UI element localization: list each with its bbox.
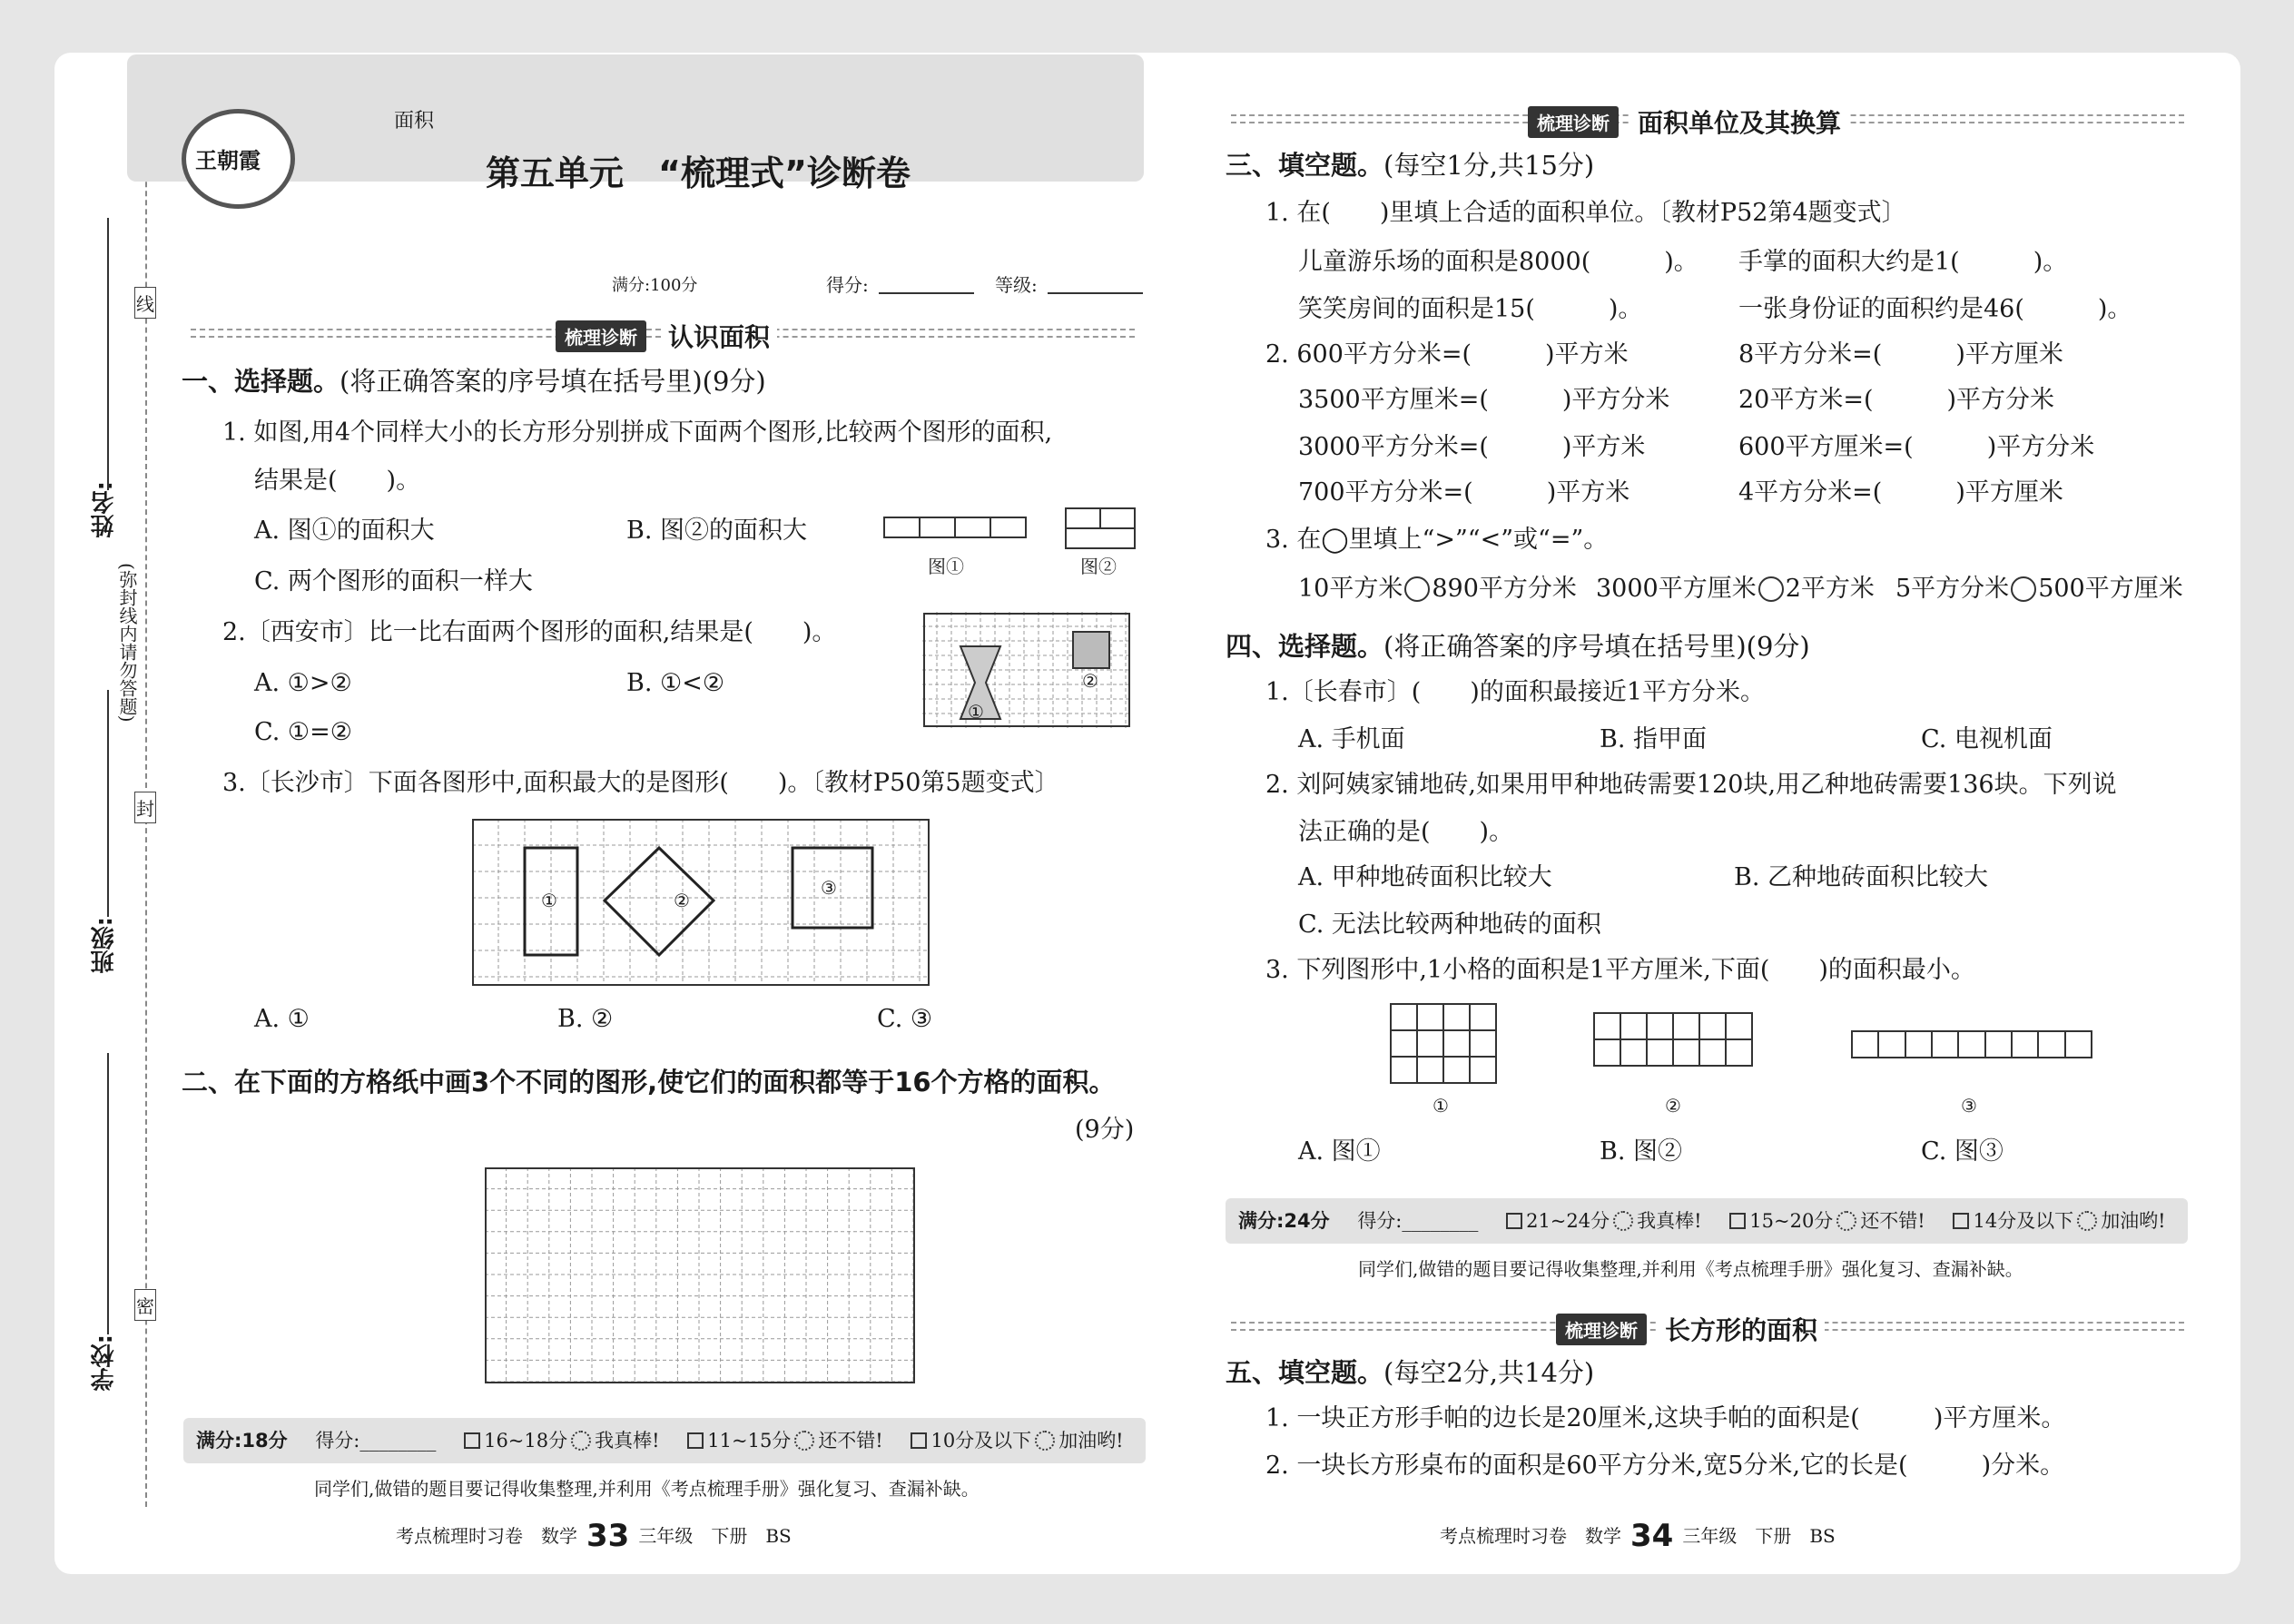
section-title: 面积单位及其换算	[1630, 103, 1848, 140]
checkbox-icon	[1506, 1213, 1522, 1229]
option-b[interactable]: B. 图②的面积大	[626, 517, 808, 545]
seal-mark-xian: 线	[134, 287, 156, 319]
option-c[interactable]: C. ①=②	[254, 718, 352, 746]
question-1-cont: 结果是( )。	[254, 467, 421, 495]
logo-seal	[182, 109, 295, 209]
option-a[interactable]: A. 图①	[1298, 1137, 1381, 1166]
fill-item[interactable]: 700平方分米=( )平方米	[1298, 478, 1630, 507]
q3-label-3: ③	[821, 877, 837, 899]
school-label: 学校:	[91, 1334, 118, 1392]
option-a[interactable]: A. ①>②	[254, 669, 352, 697]
page-number: 33	[586, 1518, 630, 1554]
fig2-label: 图②	[1080, 556, 1117, 577]
section-heading: 一、选择题。(将正确答案的序号填在括号里)(9分)	[182, 366, 766, 397]
rating-option[interactable]: 15~20分 还不错!	[1729, 1210, 1925, 1232]
q3-label-2: ②	[674, 890, 690, 911]
compare-circle[interactable]	[1404, 576, 1430, 602]
section-tag: 梳理诊断	[1556, 1314, 1647, 1345]
option-c[interactable]: C. 电视机面	[1921, 725, 2053, 753]
checkbox-icon	[687, 1432, 704, 1449]
score-label: 得分:	[826, 274, 869, 296]
s3-label-1: ①	[1433, 1095, 1449, 1117]
seal-mark-feng: 封	[134, 792, 156, 823]
section-heading: 五、填空题。(每空2分,共14分)	[1226, 1357, 1595, 1388]
checkbox-icon	[1953, 1213, 1969, 1229]
rating-option[interactable]: 11~15分 还不错!	[687, 1430, 883, 1452]
score-bar	[1226, 1198, 2188, 1244]
school-field[interactable]	[107, 1053, 109, 1334]
seal-note: (弥封线内请勿答题)	[116, 563, 138, 723]
rating-option[interactable]: 14分及以下 加油哟!	[1953, 1210, 2165, 1232]
fill-item[interactable]: 3500平方厘米=( )平方分米	[1298, 386, 1670, 414]
fill-item[interactable]: 2. 600平方分米=( )平方米	[1265, 340, 1629, 369]
fill-item[interactable]: 儿童游乐场的面积是8000( )。	[1298, 248, 1698, 276]
question-1: 1. 在( )里填上合适的面积单位。〔教材P52第4题变式〕	[1265, 199, 1906, 227]
option-c[interactable]: C. ③	[877, 1005, 933, 1033]
reminder-text: 同学们,做错的题目要记得收集整理,并利用《考点梳理手册》强化复习、查漏补缺。	[314, 1478, 980, 1500]
score-bar	[183, 1418, 1146, 1463]
checkbox-icon	[464, 1432, 480, 1449]
fill-item[interactable]: 8平方分米=( )平方厘米	[1738, 340, 2063, 369]
fill-item[interactable]: 手掌的面积大约是1( )。	[1738, 248, 2068, 276]
s3-figures	[1389, 1002, 2097, 1086]
bar-score-field[interactable]: 得分:________	[1357, 1210, 1479, 1232]
fill-item[interactable]: 2. 一块长方形桌布的面积是60平方分米,宽5分米,它的长是( )分米。	[1265, 1452, 2065, 1480]
section-heading: 二、在下面的方格纸中画3个不同的图形,使它们的面积都等于16个方格的面积。	[182, 1067, 1116, 1097]
option-b[interactable]: B. ②	[557, 1005, 614, 1033]
page-title: 第五单元 “梳理式”诊断卷	[486, 153, 911, 193]
compare-circle[interactable]	[2011, 576, 2036, 602]
bar-full-score: 满分:24分	[1238, 1210, 1330, 1232]
logo-text: 王朝霞	[195, 147, 261, 173]
compare-item[interactable]: 3000平方厘米 2平方米	[1596, 575, 1875, 603]
section-points: (9分)	[1075, 1116, 1135, 1144]
section-title: 长方形的面积	[1658, 1311, 1825, 1347]
option-b[interactable]: B. 指甲面	[1600, 725, 1708, 753]
smile-face-icon	[794, 1431, 814, 1451]
fill-item[interactable]: 笑笑房间的面积是15( )。	[1298, 295, 1643, 323]
checkbox-icon	[1729, 1213, 1746, 1229]
seal-mark-mi: 密	[134, 1289, 156, 1321]
reminder-text: 同学们,做错的题目要记得收集整理,并利用《考点梳理手册》强化复习、查漏补缺。	[1358, 1258, 2023, 1280]
smile-face-icon	[1613, 1211, 1633, 1231]
option-b[interactable]: B. 图②	[1600, 1137, 1683, 1166]
option-b[interactable]: B. 乙种地砖面积比较大	[1734, 863, 1989, 891]
rating-option[interactable]: 16~18分 我真棒!	[464, 1430, 660, 1452]
compare-item[interactable]: 10平方米 890平方分米	[1298, 575, 1577, 603]
fill-item[interactable]: 3000平方分米=( )平方米	[1298, 433, 1646, 461]
s3-label-2: ②	[1665, 1095, 1681, 1117]
question-2-cont: 法正确的是( )。	[1298, 818, 1514, 846]
rating-option[interactable]: 21~24分 我真棒!	[1506, 1210, 1702, 1232]
cheer-face-icon	[2077, 1211, 2097, 1231]
drawing-grid[interactable]	[485, 1167, 915, 1383]
option-a[interactable]: A. 甲种地砖面积比较大	[1298, 863, 1552, 891]
name-field[interactable]	[107, 218, 109, 490]
worksheet-spread	[54, 53, 2240, 1574]
full-score: 满分:100分	[612, 276, 698, 295]
score-field[interactable]	[879, 292, 974, 294]
page-footer: 考点梳理时习卷 数学 33 三年级 下册 BS	[396, 1518, 792, 1554]
section-tag: 梳理诊断	[556, 320, 646, 352]
question-3: 3.〔长沙市〕下面各图形中,面积最大的是图形( )。〔教材P50第5题变式〕	[222, 769, 1059, 797]
rating-option[interactable]: 10分及以下 加油哟!	[911, 1430, 1123, 1452]
section-heading: 三、填空题。(每空1分,共15分)	[1226, 150, 1595, 181]
question-1: 1. 如图,用4个同样大小的长方形分别拼成下面两个图形,比较两个图形的面积,	[222, 418, 1053, 447]
fill-item[interactable]: 4平方分米=( )平方厘米	[1738, 478, 2063, 507]
option-c[interactable]: C. 两个图形的面积一样大	[254, 567, 533, 595]
option-c[interactable]: C. 图③	[1921, 1137, 2004, 1166]
compare-item[interactable]: 5平方分米 500平方厘米	[1895, 575, 2183, 603]
section-tag: 梳理诊断	[1528, 106, 1619, 138]
name-label: 姓名:	[91, 481, 118, 538]
bar-full-score: 满分:18分	[196, 1430, 288, 1452]
smile-face-icon	[1836, 1211, 1856, 1231]
smile-face-icon	[571, 1431, 591, 1451]
question-3: 3. 在◯里填上“>”“<”或“=”。	[1265, 526, 1609, 554]
fill-item[interactable]: 600平方厘米=( )平方分米	[1738, 433, 2095, 461]
checkbox-icon	[911, 1432, 927, 1449]
option-a[interactable]: A. 手机面	[1298, 725, 1405, 753]
q3-label-1: ①	[541, 890, 557, 911]
q2-label-2: ②	[1082, 670, 1098, 692]
grade-label: 等级:	[995, 274, 1038, 296]
cheer-face-icon	[1035, 1431, 1055, 1451]
option-b[interactable]: B. ①<②	[626, 669, 725, 697]
topic-label: 面积	[394, 110, 435, 133]
bar-score-field[interactable]: 得分:________	[315, 1430, 437, 1452]
section-title: 认识面积	[661, 318, 777, 354]
class-field[interactable]	[107, 690, 109, 917]
compare-circle[interactable]	[1758, 576, 1784, 602]
page-footer: 考点梳理时习卷 数学 34 三年级 下册 BS	[1440, 1518, 1836, 1554]
q2-grid-figure	[922, 612, 1131, 728]
option-c[interactable]: C. 无法比较两种地砖的面积	[1298, 910, 1601, 939]
s3-label-3: ③	[1961, 1095, 1977, 1117]
option-a[interactable]: A. ①	[254, 1005, 310, 1033]
grade-field[interactable]	[1048, 292, 1143, 294]
fill-item[interactable]: 20平方米=( )平方分米	[1738, 386, 2055, 414]
page-number: 34	[1630, 1518, 1674, 1554]
question-3: 3. 下列图形中,1小格的面积是1平方厘米,下面( )的面积最小。	[1265, 956, 1975, 984]
question-2: 2.〔西安市〕比一比右面两个图形的面积,结果是( )。	[222, 618, 837, 646]
question-1: 1.〔长春市〕( )的面积最接近1平方分米。	[1265, 678, 1766, 706]
class-label: 班级:	[91, 917, 118, 974]
section-heading: 四、选择题。(将正确答案的序号填在括号里)(9分)	[1226, 631, 1810, 662]
option-a[interactable]: A. 图①的面积大	[254, 517, 435, 545]
question-2: 2. 刘阿姨家铺地砖,如果用甲种地砖需要120块,用乙种地砖需要136块。下列说	[1265, 771, 2117, 799]
fill-item[interactable]: 一张身份证的面积约是46( )。	[1738, 295, 2132, 323]
q2-label-1: ①	[968, 701, 984, 723]
fill-item[interactable]: 1. 一块正方形手帕的边长是20厘米,这块手帕的面积是( )平方厘米。	[1265, 1404, 2066, 1432]
fig1-label: 图①	[928, 556, 964, 577]
